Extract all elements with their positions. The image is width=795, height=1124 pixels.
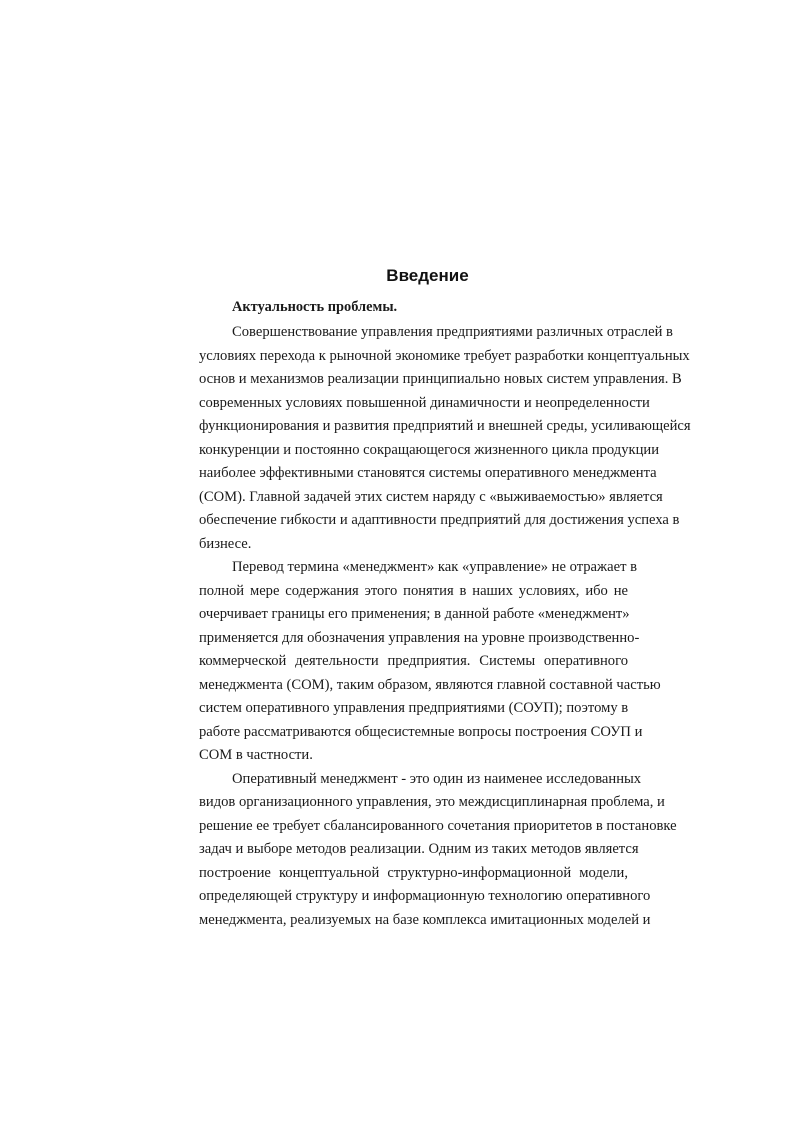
text-line: СОМ в частности. — [199, 747, 313, 763]
section-subheading: Актуальность проблемы. — [232, 299, 398, 315]
text-line: менеджмента, реализуемых на базе комплекса имитационных моделей и — [199, 911, 651, 928]
text-line: конкуренции и постоянно сокращающегося жизненного цикла продукции — [199, 441, 660, 458]
text-line: Совершенствование управления предприятиями различных отраслей в — [232, 324, 673, 340]
paragraph — [199, 768, 677, 933]
text-line: работе рассматриваются общесистемные вопросы построения СОУП и — [199, 723, 643, 740]
text-line: менеджмента (СОМ), таким образом, являются главной составной частью — [199, 676, 661, 693]
text-line: функционирования и развития предприятий и внешней среды, усиливающейся — [199, 418, 691, 434]
body-text — [199, 321, 691, 932]
text-line: Оперативный менеджмент - это один из наименее исследованных — [232, 770, 642, 787]
text-line: наиболее эффективными становятся системы оперативного менеджмента — [199, 465, 657, 481]
text-line: Перевод термина «менеджмент» как «управление» не отражает в — [232, 559, 637, 575]
text-line: построение концептуальной структурно-информационной модели, — [199, 864, 628, 881]
text-line: очерчивает границы его применения; в данной работе «менеджмент» — [199, 606, 630, 622]
text-line: современных условиях повышенной динамичности и неопределенности — [199, 394, 650, 411]
text-line: решение ее требует сбалансированного сочетания приоритетов в постановке — [199, 817, 677, 834]
text-line: определяющей структуру и информационную технологию оперативного — [199, 888, 651, 904]
text-line: обеспечение гибкости и адаптивности предприятий для достижения успеха в — [199, 512, 680, 528]
text-line: видов организационного управления, это междисциплинарная проблема, и — [199, 794, 665, 810]
text-line: коммерческой деятельности предприятия. Системы оперативного — [199, 653, 628, 669]
text-line: задач и выборе методов реализации. Одним из таких методов является — [199, 841, 639, 857]
text-line: полной мере содержания этого понятия в наших условиях, ибо не — [199, 582, 628, 599]
page-title: Введение — [386, 266, 469, 285]
text-line: основ и механизмов реализации принципиально новых систем управления. В — [199, 371, 682, 387]
text-line: (СОМ). Главной задачей этих систем наряду с «выживаемостью» является — [199, 488, 663, 505]
text-line: систем оперативного управления предприятиями (СОУП); поэтому в — [199, 700, 629, 716]
text-line: применяется для обозначения управления на уровне производственно- — [199, 629, 640, 646]
paragraph — [199, 556, 661, 768]
paragraph — [199, 321, 691, 556]
text-line: бизнесе. — [199, 535, 252, 552]
text-line: условиях перехода к рыночной экономике требует разработки концептуальных — [199, 347, 690, 364]
